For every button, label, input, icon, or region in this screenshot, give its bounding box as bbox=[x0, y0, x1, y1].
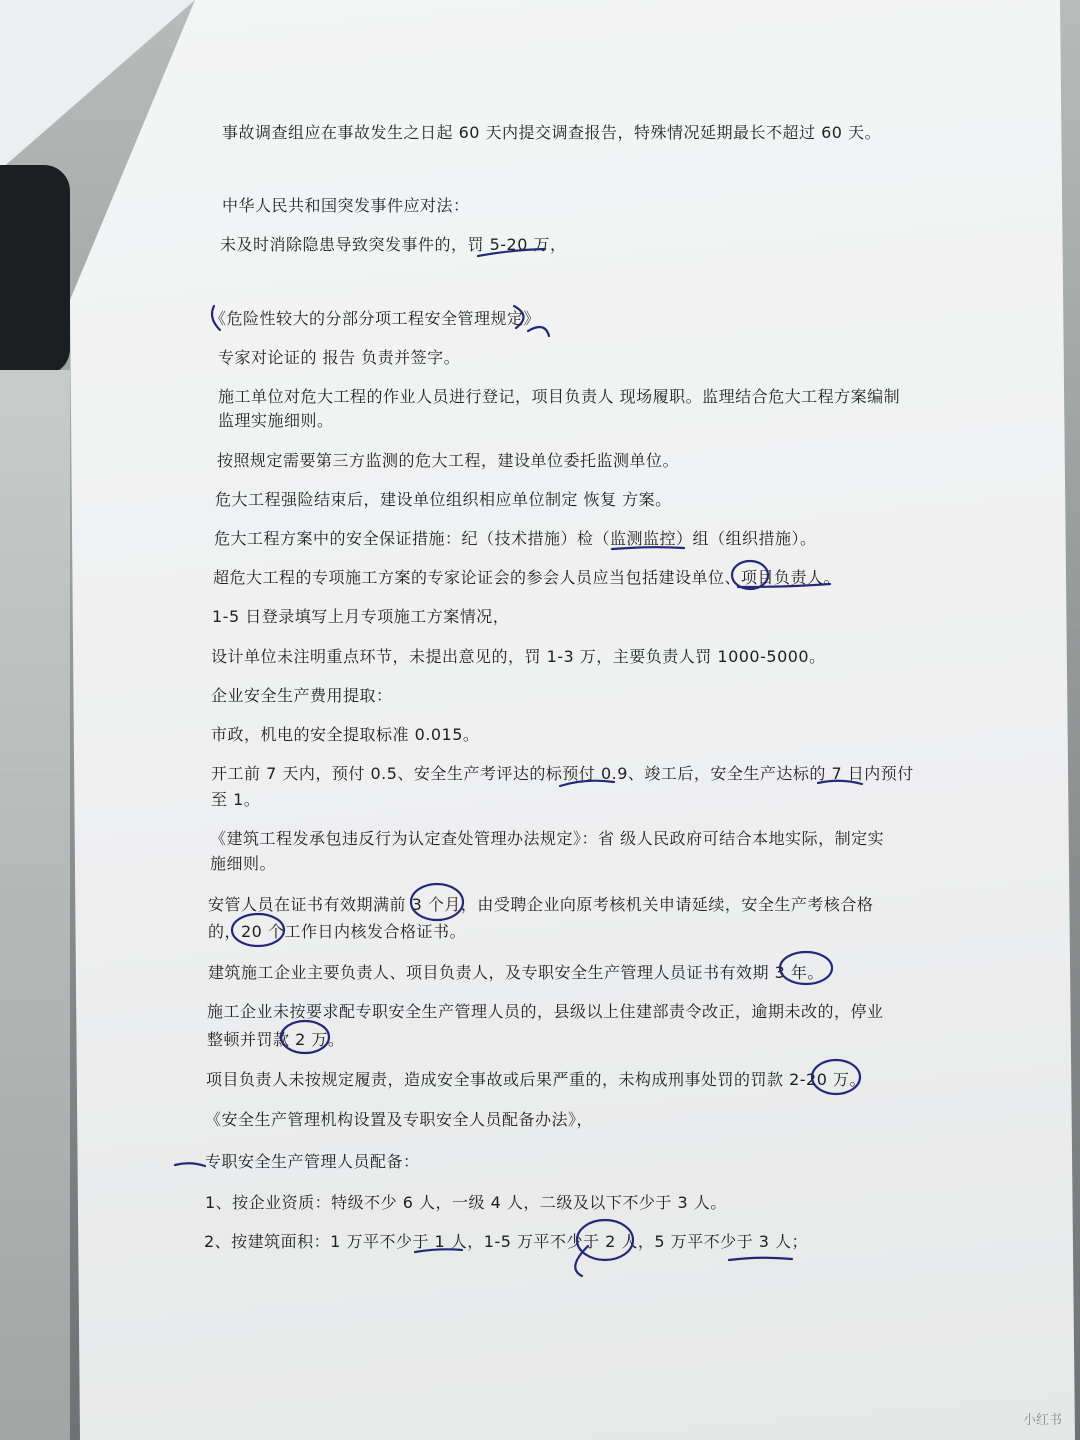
document-page bbox=[40, 0, 1080, 1440]
text-line: 开工前 7 天内，预付 0.5、安全生产考评达的标预付 0.9、竣工后，安全生产达标的 7 日内预付 bbox=[211, 764, 914, 783]
text-line: 市政，机电的安全提取标准 0.015。 bbox=[211, 725, 480, 744]
text-line: 未及时消除隐患导致突发事件的，罚 5-20 万， bbox=[220, 235, 567, 254]
text-line: 项目负责人未按规定履责，造成安全事故或后果严重的，未构成刑事处罚的罚款 2-20 万。 bbox=[206, 1070, 866, 1089]
text-line: 设计单位未注明重点环节，未提出意见的，罚 1-3 万，主要负责人罚 1000-5000。 bbox=[211, 647, 826, 666]
text-line: 超危大工程的专项施工方案的专家论证会的参会人员应当包括建设单位、项目负责人。 bbox=[213, 568, 841, 587]
text-line: 施工单位对危大工程的作业人员进行登记，项目负责人 现场履职。监理结合危大工程方案编制 bbox=[218, 387, 901, 406]
text-line: 安管人员在证书有效期满前 3 个月，由受聘企业向原考核机关申请延续，安全生产考核合格 bbox=[208, 895, 874, 914]
text-line: 建筑施工企业主要负责人、项目负责人，及专职安全生产管理人员证书有效期 3 年。 bbox=[208, 963, 824, 982]
desk-edge bbox=[0, 370, 70, 1440]
text-line: 整顿并罚款 2 万。 bbox=[207, 1030, 345, 1049]
text-line: 专职安全生产管理人员配备： bbox=[205, 1152, 420, 1171]
text-line: 1、按企业资质：特级不少 6 人，一级 4 人，二级及以下不少于 3 人。 bbox=[205, 1193, 727, 1212]
text-line: 1-5 日登录填写上月专项施工方案情况， bbox=[212, 607, 510, 626]
text-line: 事故调查组应在事故发生之日起 60 天内提交调查报告，特殊情况延期最长不超过 60 天。 bbox=[222, 123, 882, 142]
text-line: 施细则。 bbox=[210, 854, 277, 873]
text-line: 《安全生产管理机构设置及专职安全人员配备办法》， bbox=[205, 1110, 594, 1129]
text-line: 企业安全生产费用提取： bbox=[211, 686, 393, 705]
text-line: 《建筑工程发承包违反行为认定查处管理办法规定》：省 级人民政府可结合本地实际，制定实 bbox=[210, 829, 885, 848]
text-line: 至 1。 bbox=[211, 790, 261, 809]
phone-edge bbox=[0, 165, 70, 375]
text-line: 中华人民共和国突发事件应对法： bbox=[222, 196, 470, 215]
text-line: 监理实施细则。 bbox=[218, 411, 334, 430]
text-line: 2、按建筑面积：1 万平不少于 1 人，1-5 万平不少于 2 人，5 万平不少于 3 人； bbox=[204, 1232, 808, 1251]
text-line: 专家对论证的 报告 负责并签字。 bbox=[218, 348, 461, 367]
text-line: 《危险性较大的分部分项工程安全管理规定》 bbox=[210, 309, 541, 328]
watermark-text: 小红书 bbox=[1022, 1413, 1062, 1428]
text-line: 危大工程方案中的安全保证措施：纪（技术措施）检（监测监控）组（组织措施）。 bbox=[214, 529, 817, 548]
text-line: 的，20 个工作日内核发合格证书。 bbox=[208, 922, 466, 941]
text-line: 施工企业未按要求配专职安全生产管理人员的，县级以上住建部责令改正，逾期未改的，停业 bbox=[207, 1002, 884, 1021]
text-line: 按照规定需要第三方监测的危大工程，建设单位委托监测单位。 bbox=[217, 451, 680, 470]
text-line: 危大工程强险结束后，建设单位组织相应单位制定 恢复 方案。 bbox=[215, 490, 672, 509]
